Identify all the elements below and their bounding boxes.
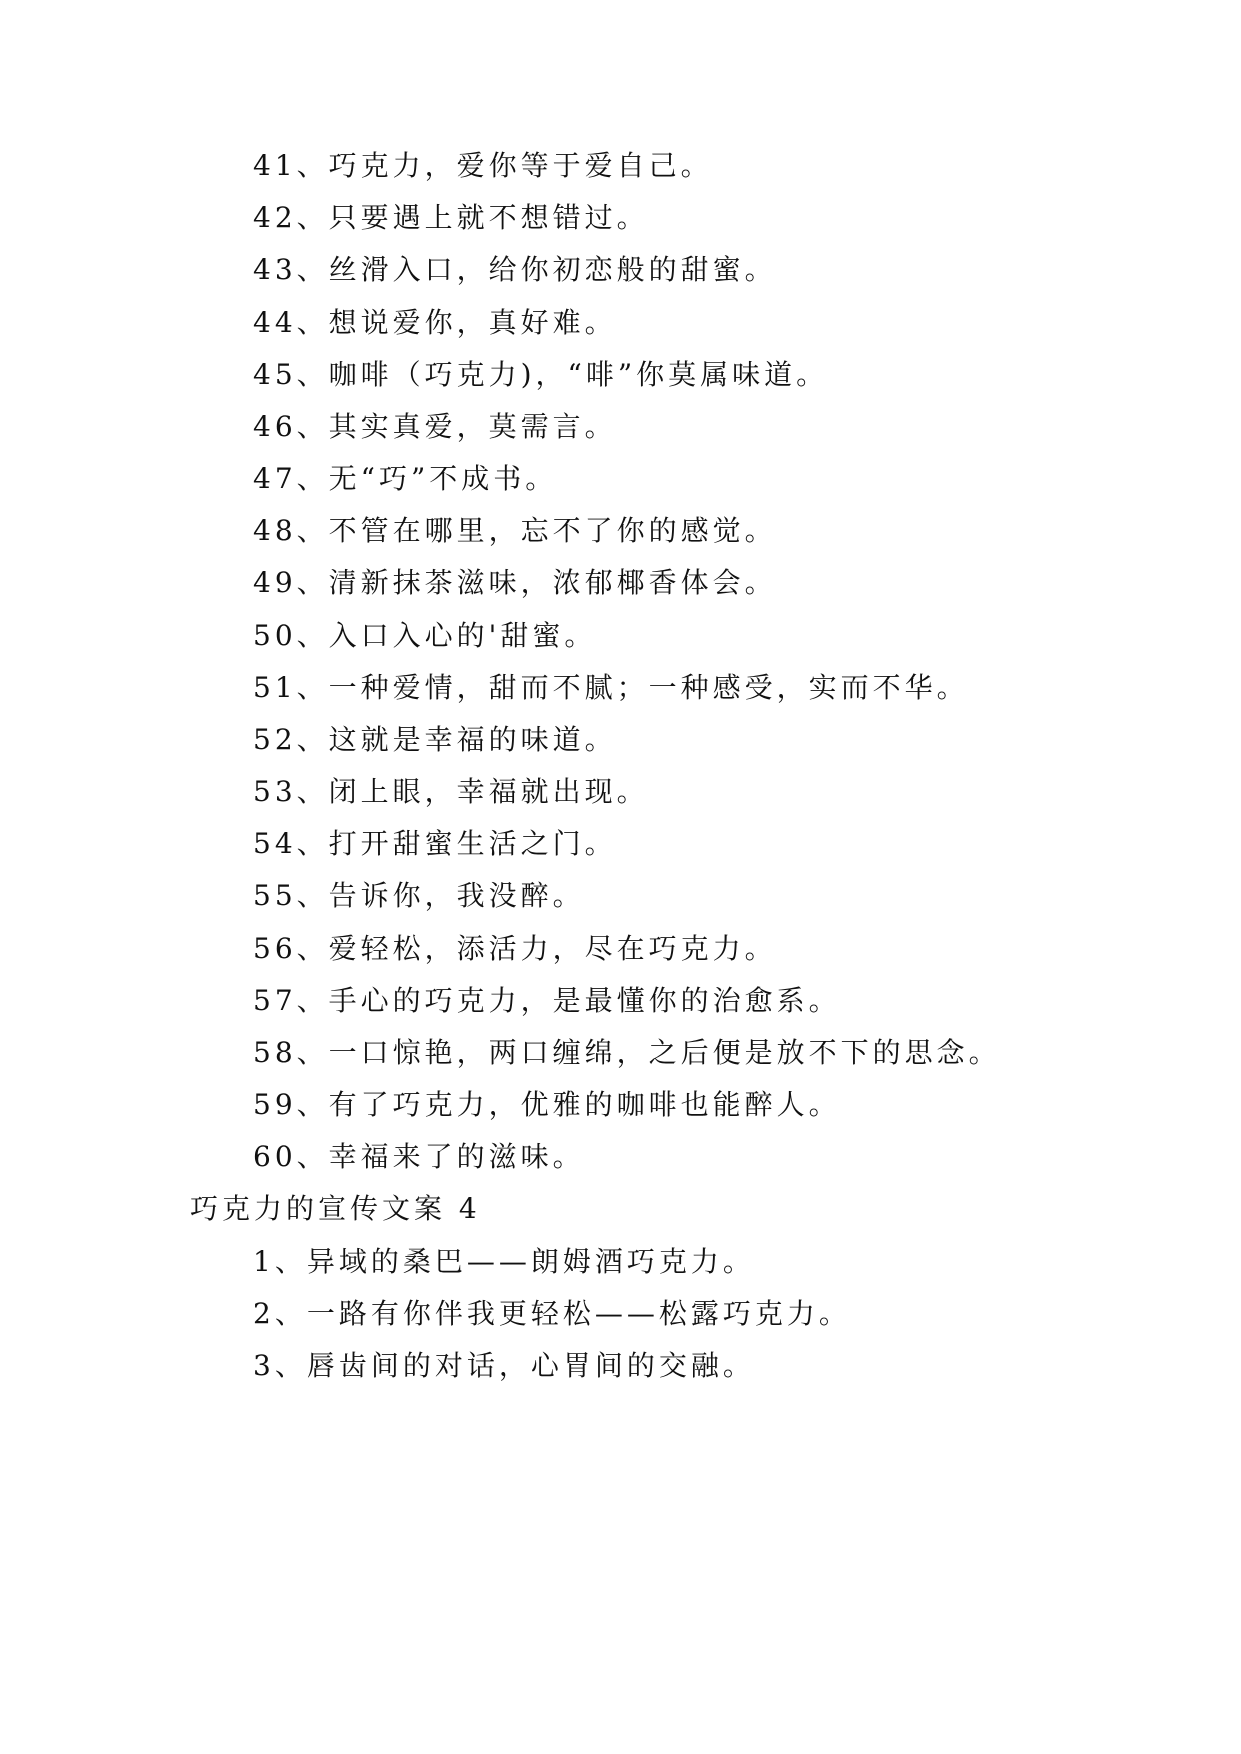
list-item: 43、丝滑入口，给你初恋般的甜蜜。 xyxy=(253,253,777,286)
list-item: 45、咖啡（巧克力)，“啡”你莫属味道。 xyxy=(253,358,829,391)
list-item: 59、有了巧克力，优雅的咖啡也能醉人。 xyxy=(253,1088,841,1121)
list-item: 60、幸福来了的滋味。 xyxy=(253,1140,585,1173)
list-item: 49、清新抹茶滋味，浓郁椰香体会。 xyxy=(253,566,777,599)
list-item: 52、这就是幸福的味道。 xyxy=(253,723,617,756)
list-item: 48、不管在哪里，忘不了你的感觉。 xyxy=(253,514,777,547)
list-item: 1、异域的桑巴——朗姆酒巧克力。 xyxy=(253,1245,755,1278)
list-item: 44、想说爱你，真好难。 xyxy=(253,306,617,339)
list-item: 57、手心的巧克力，是最懂你的治愈系。 xyxy=(253,984,841,1017)
list-item: 55、告诉你，我没醉。 xyxy=(253,879,585,912)
list-item: 50、入口入心的'甜蜜。 xyxy=(253,619,597,652)
list-item: 53、闭上眼，幸福就出现。 xyxy=(253,775,649,808)
list-item: 56、爱轻松，添活力，尽在巧克力。 xyxy=(253,932,777,965)
list-item: 46、其实真爱，莫需言。 xyxy=(253,410,617,443)
list-item: 51、一种爱情，甜而不腻；一种感受，实而不华。 xyxy=(253,671,969,704)
list-item: 2、一路有你伴我更轻松——松露巧克力。 xyxy=(253,1297,851,1330)
list-item: 58、一口惊艳，两口缠绵，之后便是放不下的思念。 xyxy=(253,1036,1001,1069)
list-item: 3、唇齿间的对话，心胃间的交融。 xyxy=(253,1349,755,1382)
section-heading: 巧克力的宣传文案 4 xyxy=(190,1192,481,1225)
list-item: 42、只要遇上就不想错过。 xyxy=(253,201,649,234)
list-item: 54、打开甜蜜生活之门。 xyxy=(253,827,617,860)
list-item: 47、无“巧”不成书。 xyxy=(253,462,558,495)
list-item: 41、巧克力，爱你等于爱自己。 xyxy=(253,149,713,182)
